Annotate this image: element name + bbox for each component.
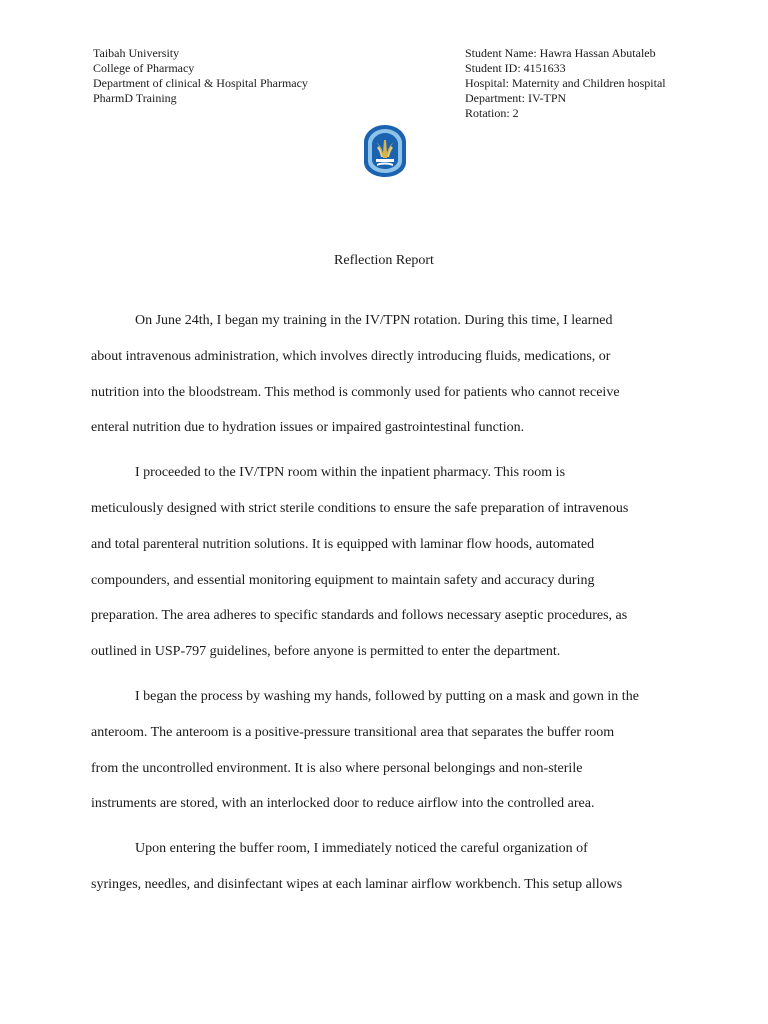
student-id: Student ID: 4151633 <box>465 61 566 75</box>
paragraph: I began the process by washing my hands, followed by putting on a mask and gown in the anteroom. The anteroom is a positive-pressure transitional area that separates the buffer room from the uncontrolled environment. It is also where personal belongings and non-sterile instruments are stored, with an interlocked door to reduce airflow into the controlled area. <box>91 688 639 812</box>
paragraph: I proceeded to the IV/TPN room within the inpatient pharmacy. This room is meticulously designed with strict sterile conditions to ensure the safe preparation of intravenous and total parenteral nutrition solutions. It is equipped with laminar flow hoods, automated compounders, and essential monitoring equipment to maintain safety and accuracy during preparation. The area adheres to specific standards and follows necessary aseptic procedures, as outlined in USP-797 guidelines, before anyone is permitted to enter the department. <box>91 465 629 660</box>
hospital-name: Hospital: Maternity and Children hospital <box>465 76 666 90</box>
paragraph: Upon entering the buffer room, I immediately noticed the careful organization of syringes, needles, and disinfectant wipes at each laminar airflow workbench. This setup allows <box>91 841 623 892</box>
paragraph: On June 24th, I began my training in the IV/TPN rotation. During this time, I learned about intravenous administration, which involves directly introducing fluids, medications, or nutrition into the bloodstream. This method is commonly used for patients who cannot receive enteral nutrition due to hydration issues or impaired gastrointestinal function. <box>91 313 620 436</box>
report-title: Reflection Report <box>334 253 434 268</box>
report-body <box>91 303 685 903</box>
program-name: PharmD Training <box>93 91 177 105</box>
student-name: Student Name: Hawra Hassan Abutaleb <box>465 46 656 60</box>
rotation-department: Department: IV-TPN <box>465 91 567 105</box>
department-name: Department of clinical & Hospital Pharmacy <box>93 76 308 90</box>
institution-block <box>93 46 308 106</box>
university-name: Taibah University <box>93 46 180 60</box>
rotation-number: Rotation: 2 <box>465 106 519 120</box>
college-name: College of Pharmacy <box>93 61 195 75</box>
university-crest-icon <box>362 124 408 178</box>
student-info-block <box>465 46 666 121</box>
